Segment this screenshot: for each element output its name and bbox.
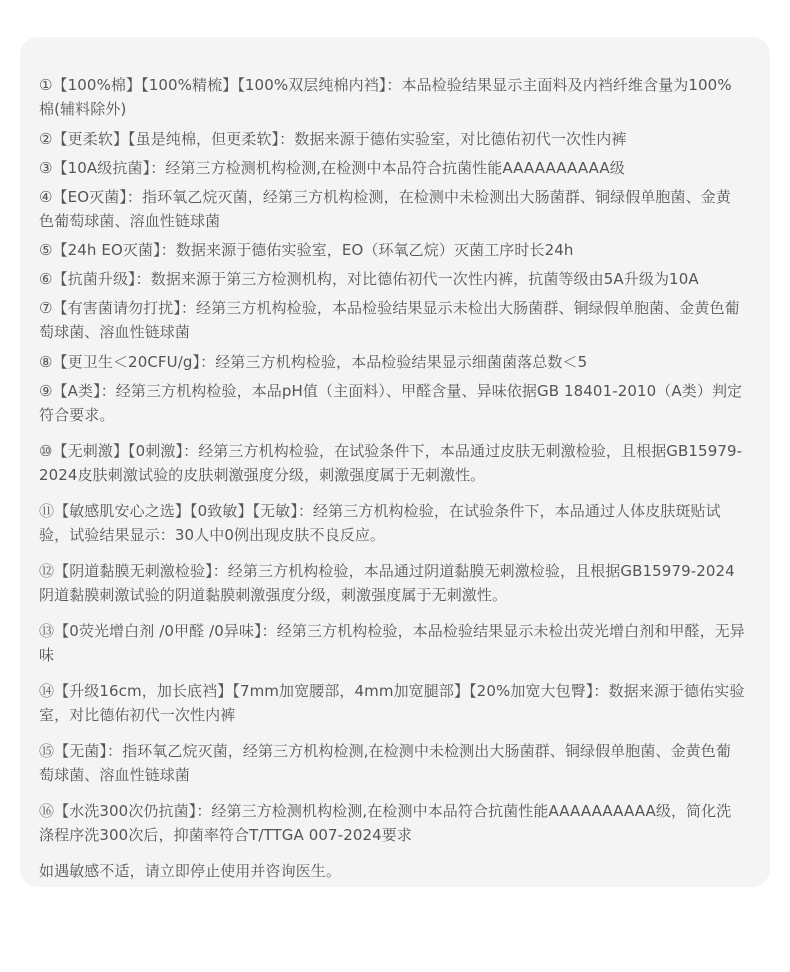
note-4: ④【EO灭菌】：指环氧乙烷灭菌，经第三方机构检测，在检测中未检测出大肠菌群、铜绿假单胞菌、金黄色葡萄球菌、溶血性链球菌 [39,188,731,230]
note-11: ⑪【敏感肌安心之选】【0致敏】【无敏】：经第三方机构检验，在试验条件下，本品通过人体皮肤斑贴试验，试验结果显示：30人中0例出现皮肤不良反应。 [39,502,721,544]
note-8: ⑧【更卫生＜20CFU/g】：经第三方机构检验，本品检验结果显示细菌菌落总数＜5 [39,353,588,371]
note-5: ⑤【24h EO灭菌】：数据来源于德佑实验室，EO（环氧乙烷）灭菌工序时长24h [39,241,574,259]
note-2: ②【更柔软】【虽是纯棉，但更柔软】：数据来源于德佑实验室，对比德佑初代一次性内裤 [39,130,627,148]
disclaimer-card [20,37,770,887]
note-15: ⑮【无菌】：指环氧乙烷灭菌，经第三方机构检测,在检测中未检测出大肠菌群、铜绿假单胞菌、金黄色葡萄球菌、溶血性链球菌 [39,742,731,784]
note-14: ⑭【升级16cm，加长底裆】【7mm加宽腰部，4mm加宽腿部】【20%加宽大包臀】：数据来源于德佑实验室，对比德佑初代一次性内裤 [39,682,745,724]
note-13: ⑬【0荧光增白剂 /0甲醛 /0异味】：经第三方机构检验，本品检验结果显示未检出荧光增白剂和甲醛，无异味 [39,622,745,664]
note-7: ⑦【有害菌请勿打扰】：经第三方机构检验，本品检验结果显示未检出大肠菌群、铜绿假单胞菌、金黄色葡萄球菌、溶血性链球菌 [39,299,740,341]
note-12: ⑫【阴道黏膜无刺激检验】：经第三方机构检验，本品通过阴道黏膜无刺激检验，且根据GB15979-2024阴道黏膜刺激试验的阴道黏膜刺激强度分级，刺激强度属于无刺激性。 [39,562,735,604]
note-9: ⑨【A类】：经第三方机构检验，本品pH值（主面料）、甲醛含量、异味依据GB 18401-2010（A类）判定符合要求。 [39,382,743,424]
note-1: ①【100%棉】【100%精梳】【100%双层纯棉内裆】：本品检验结果显示主面料及内裆纤维含量为100%棉(辅料除外) [39,76,732,118]
note-3: ③【10A级抗菌】：经第三方检测机构检测,在检测中本品符合抗菌性能AAAAAAAAAA级 [39,159,625,177]
note-16: ⑯【水洗300次仍抗菌】：经第三方检测机构检测,在检测中本品符合抗菌性能AAAAAAAAAA级，简化洗涤程序洗300次后，抑菌率符合T/TTGA 007-2024要求 [39,802,732,844]
note-6: ⑥【抗菌升级】：数据来源于第三方检测机构，对比德佑初代一次性内裤，抗菌等级由5A升级为10A [39,270,699,288]
note-10: ⑩【无刺激】【0刺激】：经第三方机构检验，在试验条件下，本品通过皮肤无刺激检验，且根据GB15979-2024皮肤刺激试验的皮肤刺激强度分级，刺激强度属于无刺激性。 [39,442,743,484]
closing-advice: 如遇敏感不适，请立即停止使用并咨询医生。 [39,862,342,880]
